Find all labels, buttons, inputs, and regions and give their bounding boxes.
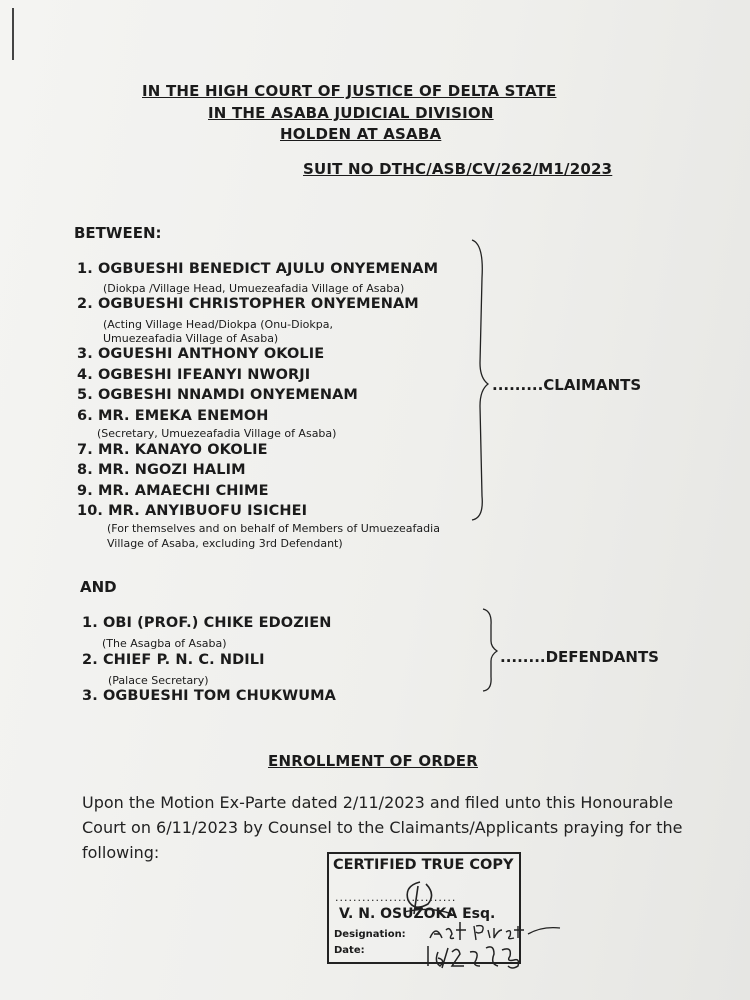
stamp-dotted-line: ........................... [335, 891, 457, 904]
claimant-10-note-2: Village of Asaba, excluding 3rd Defendant) [107, 537, 343, 550]
stamp-title: CERTIFIED TRUE COPY [333, 857, 514, 873]
defendants-label: ........DEFENDANTS [500, 648, 659, 666]
claimant-9: 9. MR. AMAECHI CHIME [77, 483, 269, 499]
claimant-2: 2. OGBUESHI CHRISTOPHER ONYEMENAM [77, 296, 419, 312]
claimant-6-note: (Secretary, Umuezeafadia Village of Asaba) [97, 427, 337, 440]
defendant-2-note: (Palace Secretary) [108, 674, 209, 687]
defendant-1-note: (The Asagba of Asaba) [102, 637, 227, 650]
claimant-6: 6. MR. EMEKA ENEMOH [77, 408, 269, 424]
claimant-10: 10. MR. ANYIBUOFU ISICHEI [77, 503, 308, 519]
suit-number: SUIT NO DTHC/ASB/CV/262/M1/2023 [303, 160, 613, 178]
handwritten-signature [390, 866, 580, 970]
division-title: IN THE ASABA JUDICIAL DIVISION [208, 104, 494, 122]
stamp-officer-name: V. N. OSUZOKA Esq. [339, 906, 496, 922]
claimant-1-note: (Diokpa /Village Head, Umuezeafadia Village of Asaba) [103, 282, 405, 295]
claimant-2-note: (Acting Village Head/Diokpa (Onu-Diokpa, [103, 318, 333, 331]
claimant-3: 3. OGUESHI ANTHONY OKOLIE [77, 346, 325, 362]
enrollment-title: ENROLLMENT OF ORDER [268, 752, 478, 770]
claimant-2-note-2: Umuezeafadia Village of Asaba) [103, 332, 279, 345]
court-title: IN THE HIGH COURT OF JUSTICE OF DELTA STATE [142, 82, 557, 100]
claimant-8: 8. MR. NGOZI HALIM [77, 462, 246, 478]
holden-title: HOLDEN AT ASABA [280, 125, 442, 143]
stamp-date-label: Date: [334, 945, 365, 956]
margin-pen-mark [12, 8, 14, 60]
defendant-3: 3. OGBUESHI TOM CHUKWUMA [82, 688, 336, 704]
claimant-5: 5. OGBESHI NNAMDI ONYEMENAM [77, 387, 358, 403]
claimant-1: 1. OGBUESHI BENEDICT AJULU ONYEMENAM [77, 261, 439, 277]
and-label: AND [80, 578, 117, 596]
claimant-4: 4. OGBESHI IFEANYI NWORJI [77, 367, 311, 383]
claimants-brace [468, 238, 494, 522]
defendant-1: 1. OBI (PROF.) CHIKE EDOZIEN [82, 615, 332, 631]
claimant-7: 7. MR. KANAYO OKOLIE [77, 442, 268, 458]
order-paragraph: Upon the Motion Ex-Parte dated 2/11/2023 and filed unto this Honourable Court on 6/11/2023 by Counsel to the Claimants/Applicants praying for the following: [82, 793, 683, 862]
defendant-2: 2. CHIEF P. N. C. NDILI [82, 652, 265, 668]
claimants-label: .........CLAIMANTS [492, 376, 642, 394]
between-label: BETWEEN: [74, 224, 162, 242]
defendants-brace [480, 607, 502, 693]
stamp-designation-label: Designation: [334, 929, 406, 940]
claimant-10-note: (For themselves and on behalf of Members of Umuezeafadia [107, 522, 440, 535]
